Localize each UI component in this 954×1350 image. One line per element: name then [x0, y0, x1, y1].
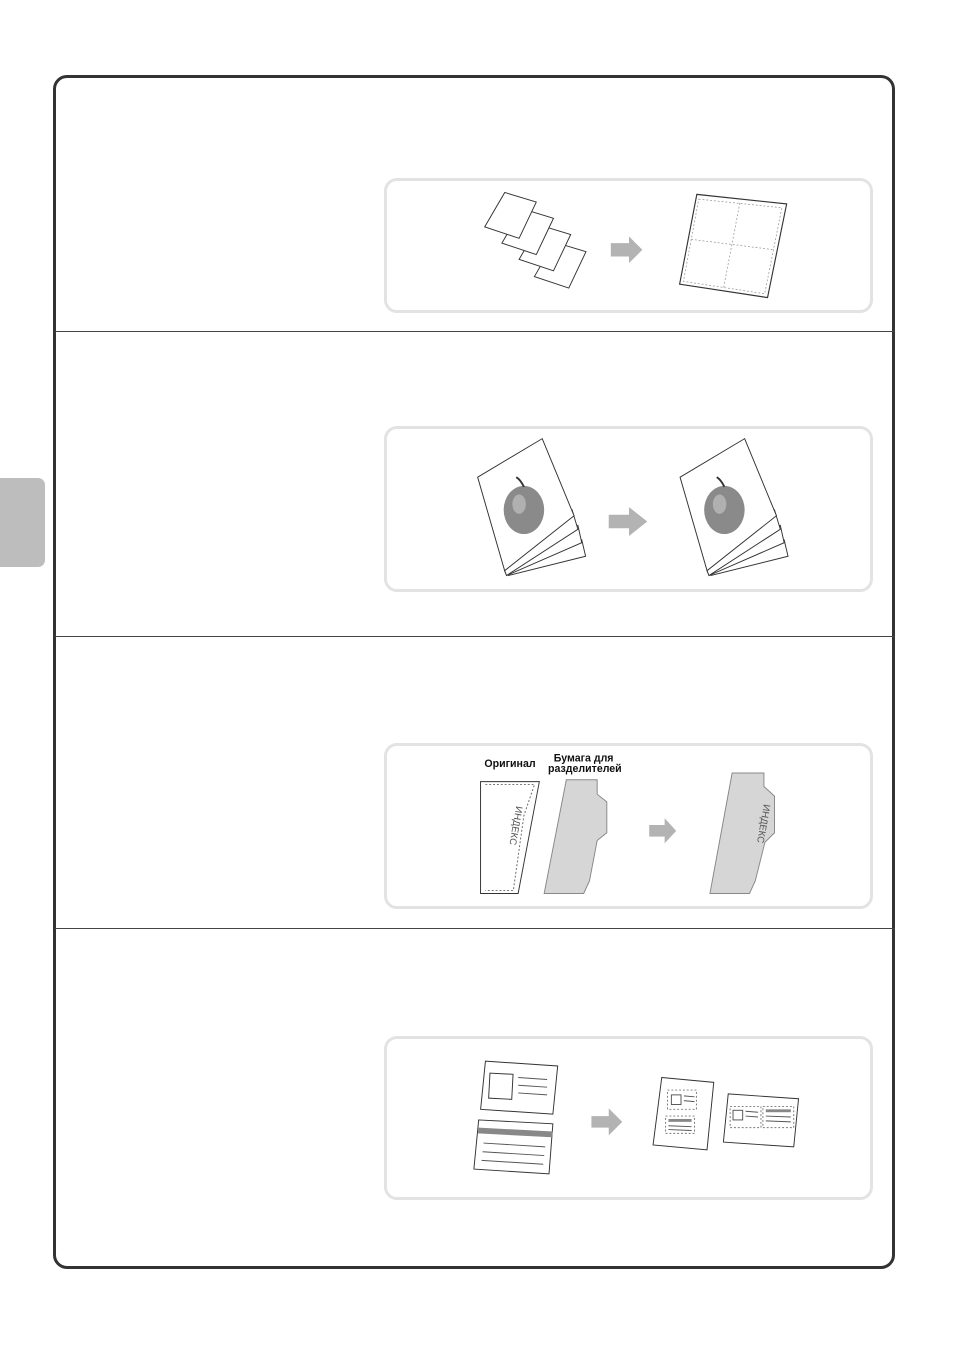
arrow-icon — [611, 236, 643, 263]
original-booklet-icon — [478, 439, 586, 576]
divider-paper-icon — [544, 780, 607, 894]
copied-booklet-icon — [680, 439, 788, 576]
card-output-portrait-icon — [653, 1078, 714, 1150]
section-divider — [55, 928, 895, 929]
original-label: Оригинал — [484, 758, 536, 771]
tab-copy-illustration-panel — [384, 743, 873, 909]
tab-output-page-icon — [710, 773, 775, 893]
n-up-illustration — [387, 181, 870, 310]
card-shot-illustration-panel — [384, 1036, 873, 1200]
index-text: ИНДЕКС — [506, 805, 525, 846]
index-text: ИНДЕКС — [754, 803, 772, 844]
divider-paper-label-line1: Бумага для — [553, 752, 614, 765]
divider-paper-label-line2: разделителей — [548, 763, 622, 776]
n-up-illustration-panel — [384, 178, 873, 313]
chapter-side-tab — [0, 478, 45, 567]
card-front-icon — [481, 1061, 558, 1114]
combined-page-icon — [680, 194, 787, 297]
card-back-icon — [474, 1120, 553, 1174]
card-shot-illustration — [387, 1039, 870, 1197]
arrow-icon — [591, 1108, 622, 1135]
book-copy-illustration-panel — [384, 426, 873, 592]
original-page-icon — [481, 782, 540, 894]
book-copy-illustration — [387, 429, 870, 589]
section-divider — [55, 331, 895, 332]
card-output-landscape-icon — [723, 1094, 798, 1147]
section-divider — [55, 636, 895, 637]
arrow-icon — [649, 818, 676, 843]
tab-copy-illustration — [387, 746, 870, 906]
arrow-icon — [609, 507, 648, 536]
